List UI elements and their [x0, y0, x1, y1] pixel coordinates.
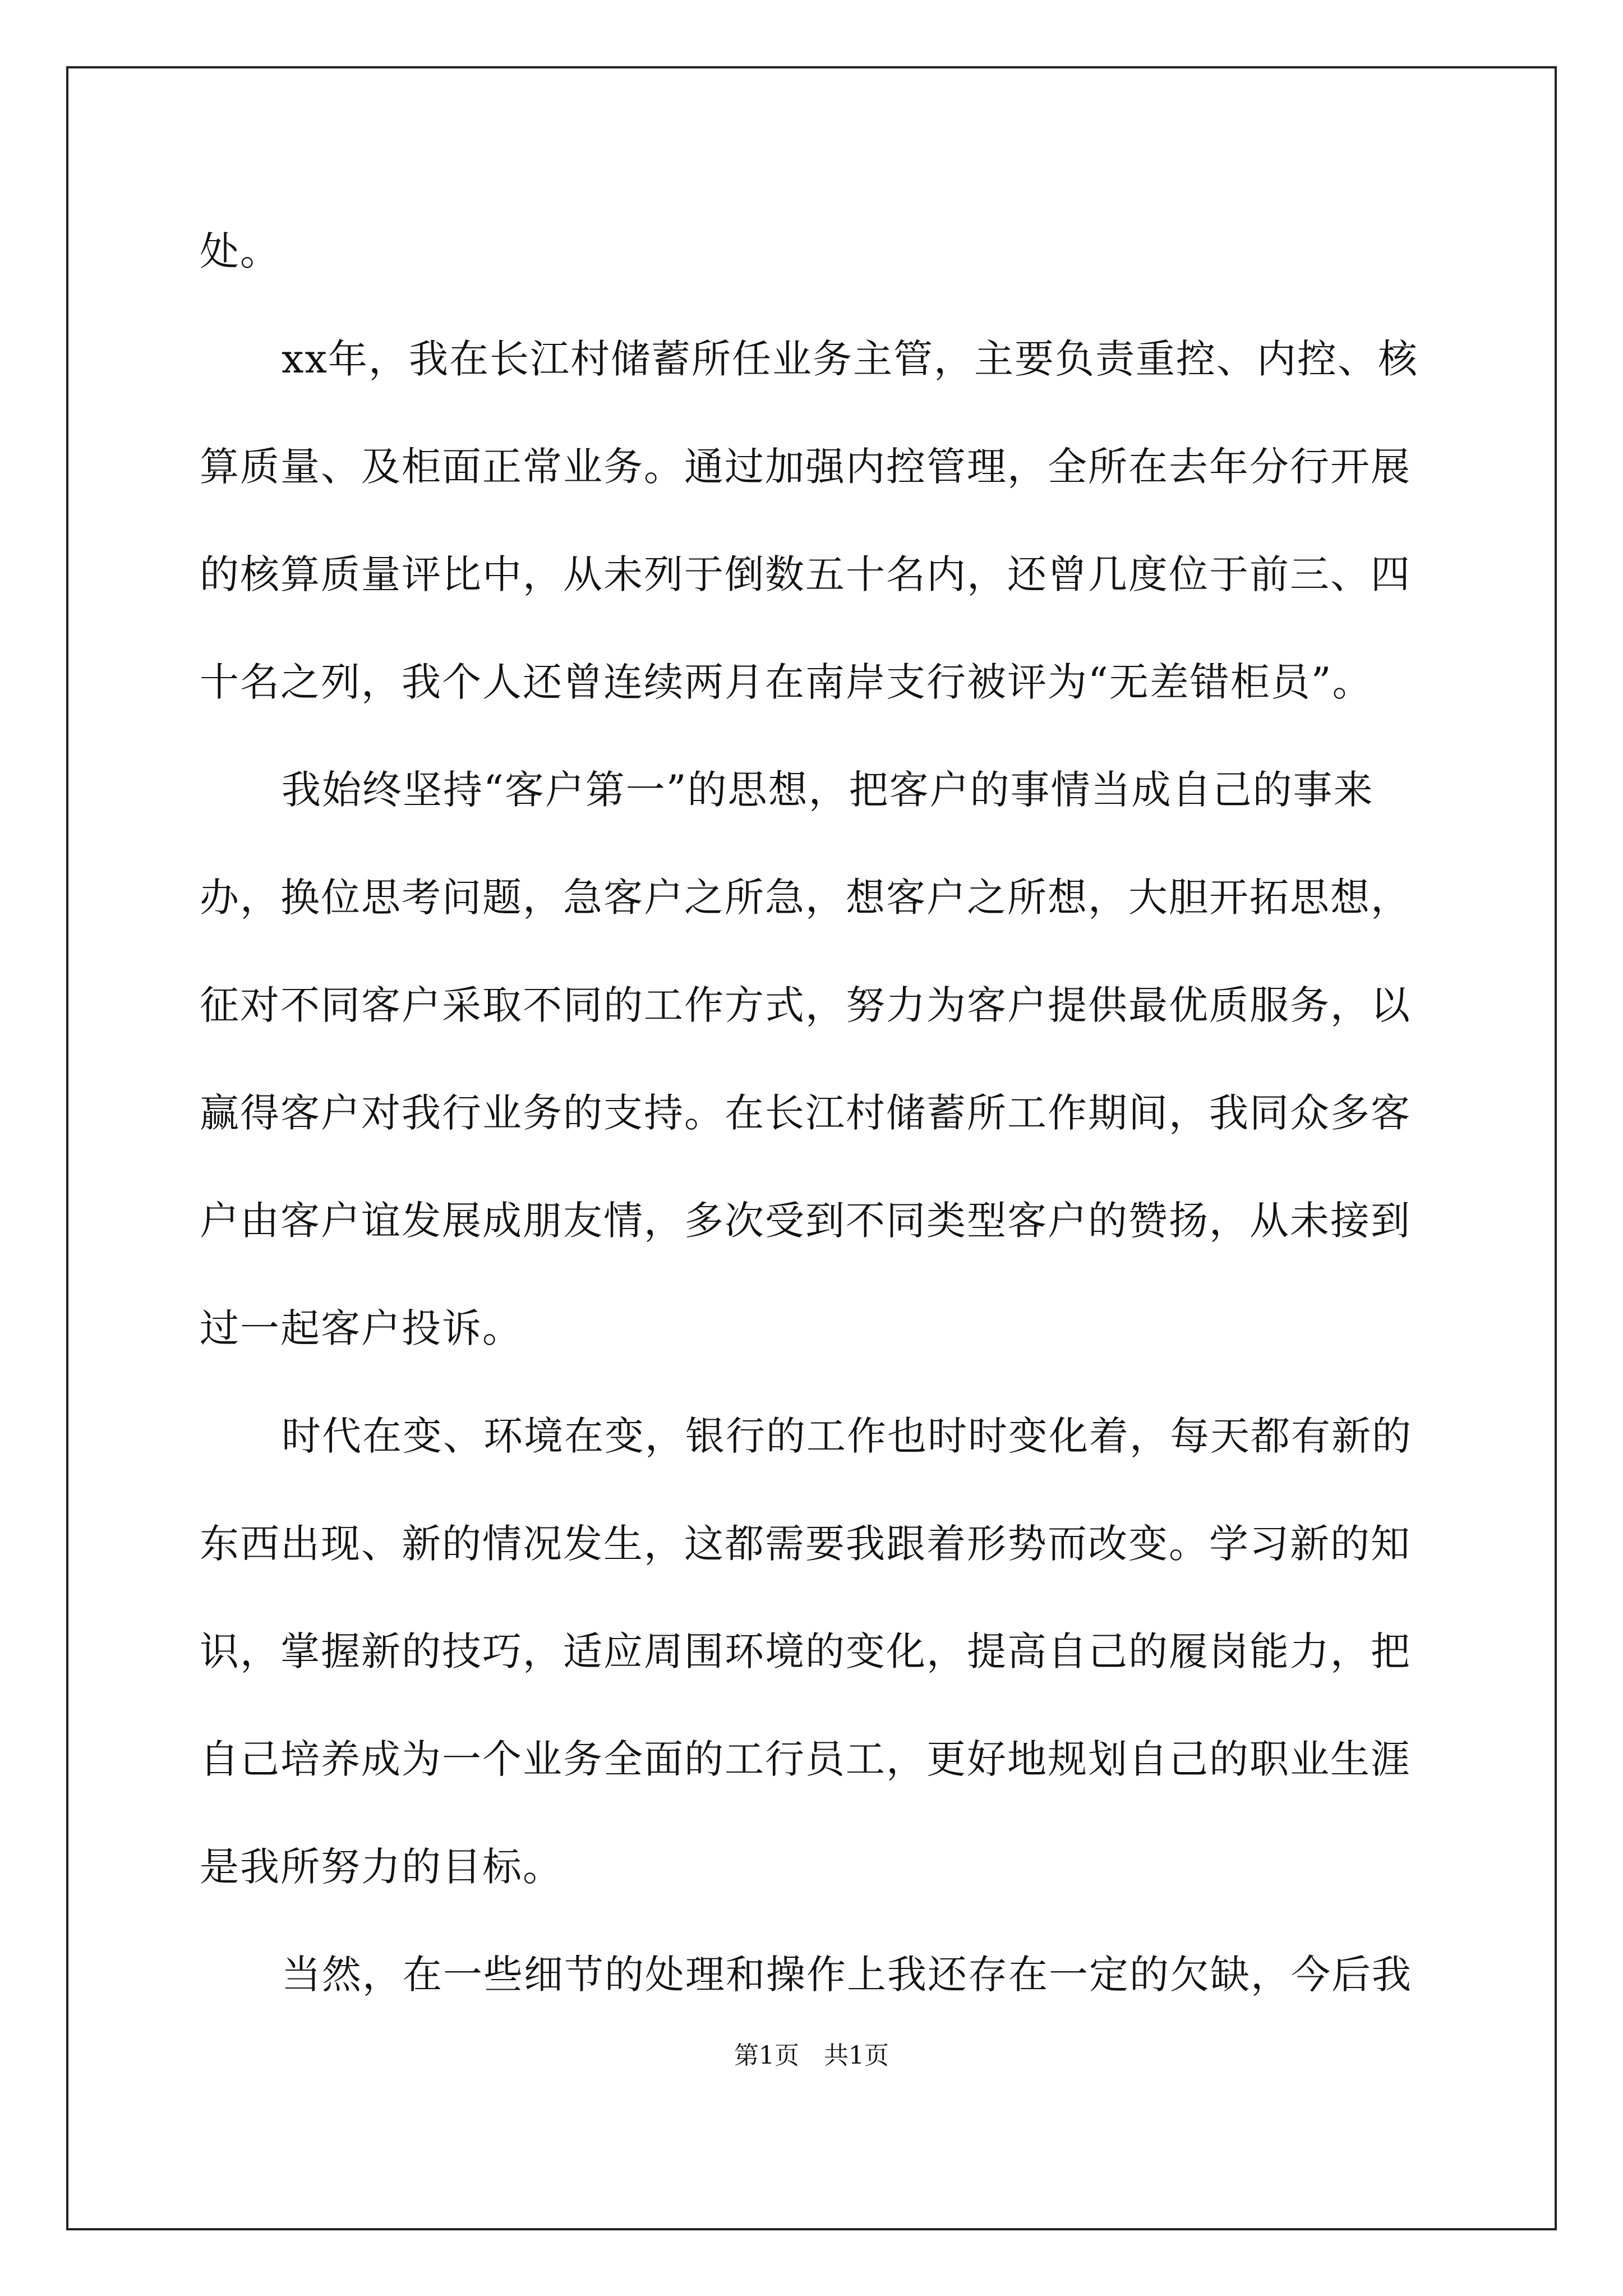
- paragraph-start-line: 当然，在一些细节的处理和操作上我还存在一定的欠缺，今后我: [282, 1952, 1412, 1998]
- text-line: 过一起客户投诉。: [200, 1305, 523, 1351]
- text-line: 东西出现、新的情况发生，这都需要我跟着形势而改变。学习新的知: [200, 1521, 1411, 1567]
- paragraph-start-line: 我始终坚持“客户第一”的思想，把客户的事情当成自己的事来: [282, 767, 1374, 813]
- document-body: [200, 197, 1428, 2028]
- text-line: 的核算质量评比中，从未列于倒数五十名内，还曾几度位于前三、四: [200, 551, 1411, 597]
- text-line: 户由客户谊发展成朋友情，多次受到不同类型客户的赞扬，从未接到: [200, 1198, 1411, 1244]
- text-line: 算质量、及柜面正常业务。通过加强内控管理，全所在去年分行开展: [200, 444, 1411, 490]
- text-line: 自己培养成为一个业务全面的工行员工，更好地规划自己的职业生涯: [200, 1736, 1411, 1782]
- paragraph-start-line: xx年，我在长江村储蓄所任业务主管，主要负责重控、内控、核: [282, 336, 1418, 382]
- text-line: 赢得客户对我行业务的支持。在长江村储蓄所工作期间，我同众多客: [200, 1090, 1411, 1136]
- text-line: 处。: [200, 228, 280, 274]
- text-line: 十名之列，我个人还曾连续两月在南岸支行被评为“无差错柜员”。: [200, 659, 1373, 705]
- page-number-footer: 第1页 共1页: [734, 2041, 889, 2070]
- text-line: 征对不同客户采取不同的工作方式，努力为客户提供最优质服务，以: [200, 982, 1411, 1028]
- paragraph-start-line: 时代在变、环境在变，银行的工作也时时变化着，每天都有新的: [282, 1413, 1412, 1459]
- text-line: 是我所努力的目标。: [200, 1844, 563, 1890]
- text-line: 办，换位思考问题，急客户之所急，想客户之所想，大胆开拓思想，: [200, 875, 1411, 921]
- text-line: 识，掌握新的技巧，适应周围环境的变化，提高自己的履岗能力，把: [200, 1628, 1411, 1674]
